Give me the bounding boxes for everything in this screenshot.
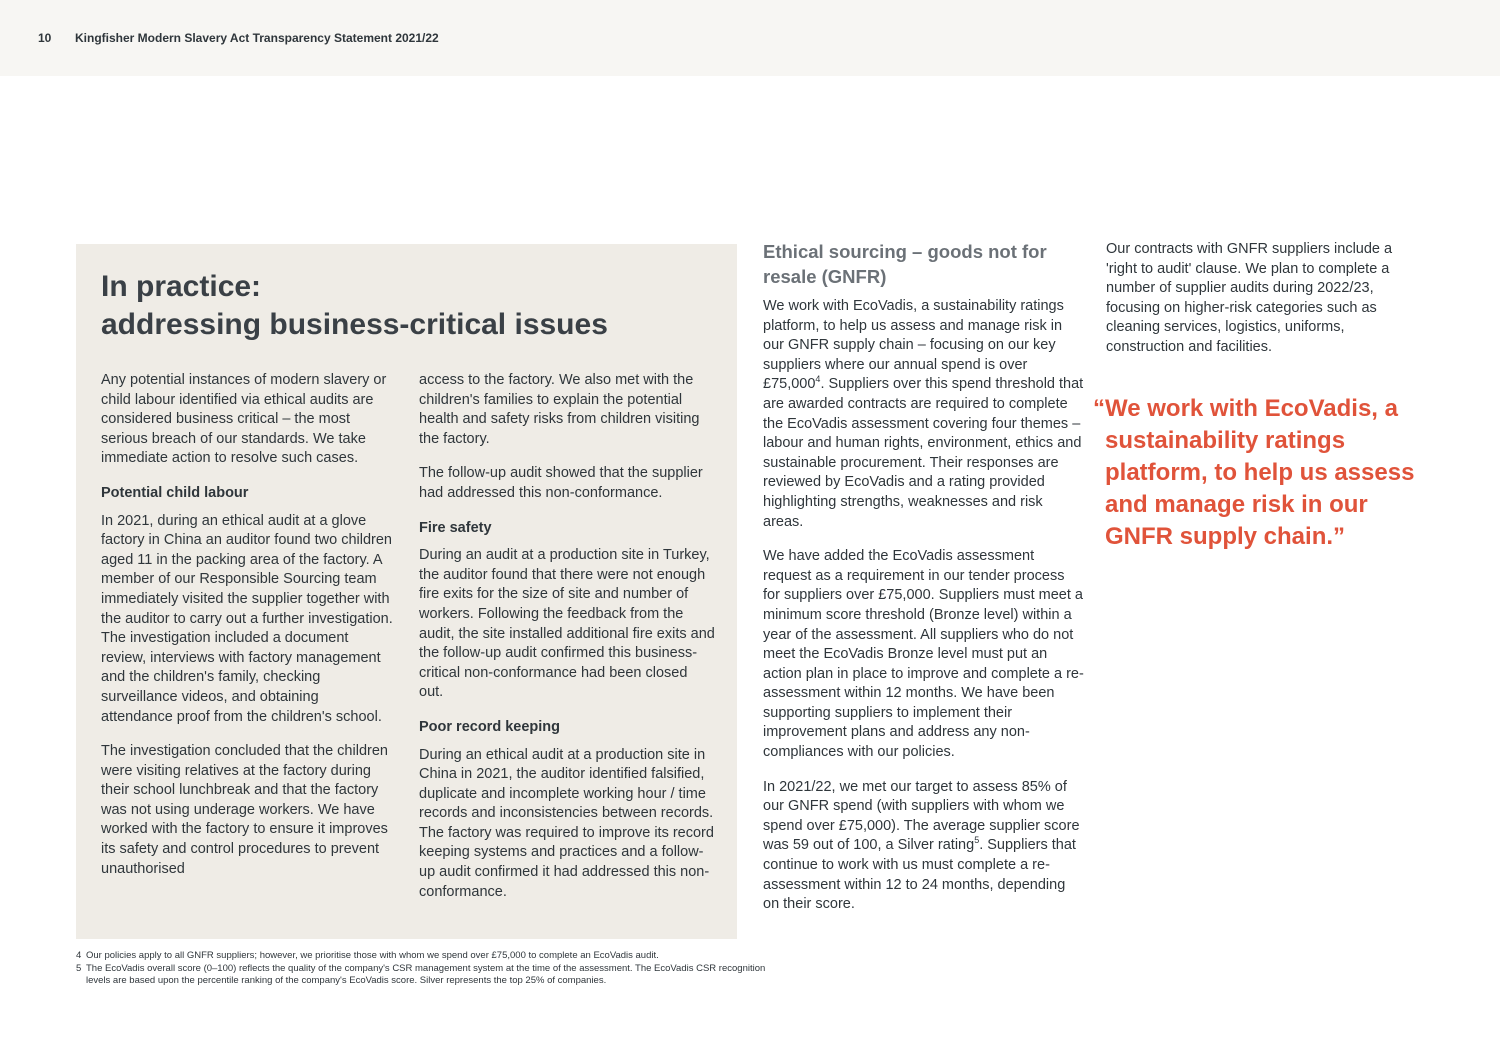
page-number: 10 — [38, 31, 52, 45]
panel-column-1 — [101, 371, 393, 894]
panel-title — [101, 268, 721, 344]
footnote-5: 5 The EcoVadis overall score (0–100) reflects the quality of the company's CSR management system at the time of the assessment. The EcoVadis CSR recognition levels are based upon the percentile ranking of the company's EcoVadis score. Silver represents the top 25% of companies. — [76, 962, 766, 987]
gnfr-paragraph-3: In 2021/22, we met our target to assess 85% of our GNFR spend (with suppliers with whom we spend over £75,000). The average supplier score was 59 out of 100, a Silver rating$^5$. Suppliers that continue to work with us must complete a re-assessment within 12 to 24 months, depending on their score. — [763, 778, 1080, 913]
fire-safety-heading: Fire safety — [419, 519, 492, 536]
footnotes — [76, 950, 776, 988]
document-title: Kingfisher Modern Slavery Act Transparency Statement 2021/22 — [75, 31, 439, 45]
record-keeping-heading: Poor record keeping — [419, 718, 561, 735]
quote-open-mark: “ — [1093, 395, 1105, 422]
footnote-ref-4: 4 — [815, 374, 821, 385]
intro-paragraph: Any potential instances of modern slavery or child labour identified via ethical audits are considered business critical – the most serious breach of our standards. We take immediate action to resolve such cases. — [101, 372, 387, 467]
child-labour-paragraph-2: The investigation concluded that the children were visiting relatives at the factory during their school lunchbreak and that the factory was not using underage workers. We have worked with the factory to ensure it improves its safety and control procedures to prevent unauthorised — [101, 743, 388, 877]
contracts-paragraph: Our contracts with GNFR suppliers include a 'right to audit' clause. We plan to complete a number of supplier audits during 2022/23, focusing on higher-risk categories such as cleaning services, logistics, uniforms, construction and facilities. — [1106, 241, 1393, 355]
gnfr-paragraph-1: We work with EcoVadis, a sustainability ratings platform, to help us assess and manage risk in our GNFR supply chain – focusing on our key suppliers where our annual spend is over £75,000$^4$. Suppliers over this spend threshold that are awarded contracts are required to complete the EcoVadis assessment covering four themes – labour and human rights, environment, ethics and sustainable procurement. Their responses are reviewed by EcoVadis and a rating provided highlighting strengths, weaknesses and risk areas. — [763, 298, 1084, 530]
gnfr-column — [763, 239, 1085, 930]
gnfr-heading: Ethical sourcing – goods not for resale (GNFR) — [763, 241, 1047, 287]
continuation-paragraph: access to the factory. We also met with the children's families to explain the potential health and safety risks from children visiting the factory. — [419, 372, 700, 447]
panel-title-line1: In practice: — [101, 270, 262, 303]
footnote-ref-5: 5 — [974, 835, 980, 846]
footnote-4: 4 Our policies apply to all GNFR suppliers; however, we prioritise those with whom we spend over £75,000 to complete an EcoVadis audit. — [76, 950, 659, 961]
record-keeping-paragraph: During an ethical audit at a production site in China in 2021, the auditor identified falsified, duplicate and incomplete working hour / time records and inconsistencies between records. The factory was required to improve its record keeping systems and practices and a follow-up audit confirmed it had addressed this non-conformance. — [419, 746, 714, 900]
child-labour-heading: Potential child labour — [101, 484, 249, 501]
pull-quote — [1093, 393, 1435, 553]
page-header — [0, 0, 1500, 76]
contracts-column — [1106, 240, 1406, 373]
quote-text: We work with EcoVadis, a sustainability ratings platform, to help us assess and manage risk in our GNFR supply chain.” — [1105, 395, 1415, 550]
panel-title-line2: addressing business-critical issues — [101, 308, 608, 341]
child-labour-paragraph-1: In 2021, during an ethical audit at a glove factory in China an auditor found two children aged 11 in the packing area of the factory. A member of our Responsible Sourcing team immediately visited the supplier together with the auditor to carry out a further investigation. The investigation included a document review, interviews with factory management and the children's family, checking surveillance videos, and obtaining attendance proof from the children's school. — [101, 512, 393, 725]
fire-safety-paragraph: During an audit at a production site in Turkey, the auditor found that there were not enough fire exits for the size of site and number of workers. Following the feedback from the audit, the site installed additional fire exits and the follow-up audit confirmed this business-critical non-conformance had been closed out. — [419, 547, 715, 701]
panel-column-2 — [419, 371, 715, 917]
follow-up-paragraph: The follow-up audit showed that the supplier had addressed this non-conformance. — [419, 465, 703, 501]
gnfr-paragraph-2: We have added the EcoVadis assessment request as a requirement in our tender process for suppliers over £75,000. Suppliers must meet a minimum score threshold (Bronze level) within a year of the assessment. All suppliers who do not meet the EcoVadis Bronze level must put an action plan in place to improve and complete a re-assessment within 12 months. We have been supporting suppliers to implement their improvement plans and address any non-compliances with our policies. — [763, 548, 1084, 761]
